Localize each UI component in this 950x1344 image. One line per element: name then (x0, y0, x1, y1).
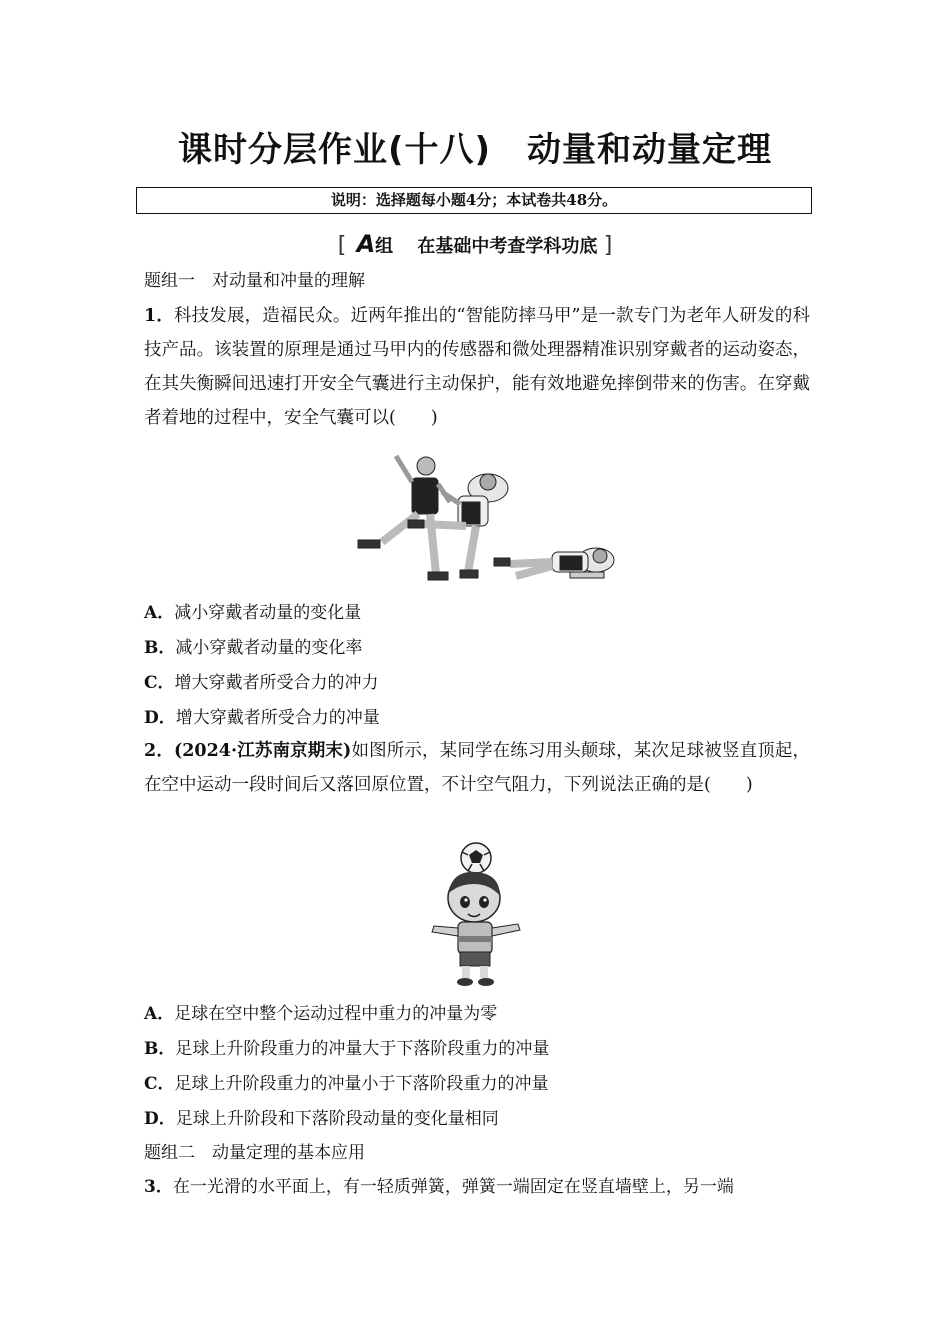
q1-option-d[interactable] (144, 707, 380, 729)
q2-option-b[interactable] (144, 1038, 549, 1060)
group-name: 组 (375, 236, 394, 257)
option-text: 足球上升阶段重力的冲量大于下落阶段重力的冲量 (175, 1039, 550, 1059)
question-number: 1． (144, 306, 174, 326)
option-label: A． (144, 603, 175, 623)
question-1 (144, 299, 810, 435)
bracket-close: ] (603, 233, 613, 258)
q1-option-b[interactable] (144, 637, 362, 659)
option-text: 增大穿戴者所受合力的冲量 (175, 708, 380, 728)
page-title (0, 122, 950, 171)
heading-football-figure (428, 840, 528, 988)
q2-option-c[interactable] (144, 1073, 549, 1095)
title-part2: 动量和动量定理 (527, 130, 773, 170)
question-number: 2． (144, 741, 174, 761)
q1-option-c[interactable] (144, 672, 379, 694)
group-a-heading (0, 230, 950, 261)
question-text: 如图所示，某同学在练习用头颠球，某次足球被竖直顶起，在空中运动一段时间后又落回原位置，不计空气阻力，下列说法正确的是( ) (144, 741, 811, 795)
question-number: 3． (144, 1177, 173, 1197)
option-label: A． (144, 1004, 175, 1024)
option-text: 减小穿戴者动量的变化率 (175, 638, 363, 658)
question-3 (144, 1176, 810, 1198)
q1-option-a[interactable] (144, 602, 361, 624)
topic-heading-2: 题组二 动量定理的基本应用 (144, 1143, 365, 1163)
group-letter: A (356, 230, 376, 258)
option-text: 足球在空中整个运动过程中重力的冲量为零 (174, 1004, 498, 1024)
option-label: D． (144, 1109, 176, 1129)
option-text: 足球上升阶段重力的冲量小于下落阶段重力的冲量 (174, 1074, 549, 1094)
option-text: 足球上升阶段和下落阶段动量的变化量相同 (175, 1109, 499, 1129)
instruction-note: 说明：选择题每小题4分；本试卷共48分。 (136, 187, 812, 214)
q2-option-a[interactable] (144, 1003, 497, 1025)
option-label: C． (144, 673, 175, 693)
topic-heading-1: 题组一 对动量和冲量的理解 (144, 271, 365, 291)
option-label: D． (144, 708, 176, 728)
option-label: B． (144, 638, 176, 658)
q2-option-d[interactable] (144, 1108, 499, 1130)
option-label: C． (144, 1074, 175, 1094)
title-part1: 课时分层作业(十八) (177, 130, 492, 170)
airbag-vest-figure (338, 446, 618, 584)
question-2 (144, 734, 810, 802)
option-label: B． (144, 1039, 176, 1059)
question-text: 科技发展，造福民众。近两年推出的“智能防摔马甲”是一款专门为老年人研发的科技产品。该装置的原理是通过马甲内的传感器和微处理器精准识别穿戴者的运动姿态，在其失衡瞬间迅速打开安全气囊进行主动保护，能有效地避免摔倒带来的伤害。在穿戴者着地的过程中，安全气囊可以( ) (144, 306, 811, 428)
bracket-open: [ (337, 233, 347, 258)
question-source: (2024·江苏南京期末) (173, 741, 352, 761)
group-description: 在基础中考查学科功底 (417, 236, 598, 257)
question-text: 在一光滑的水平面上，有一轻质弹簧，弹簧一端固定在竖直墙壁上，另一端 (172, 1177, 734, 1197)
option-text: 减小穿戴者动量的变化量 (174, 603, 362, 623)
option-text: 增大穿戴者所受合力的冲力 (174, 673, 379, 693)
